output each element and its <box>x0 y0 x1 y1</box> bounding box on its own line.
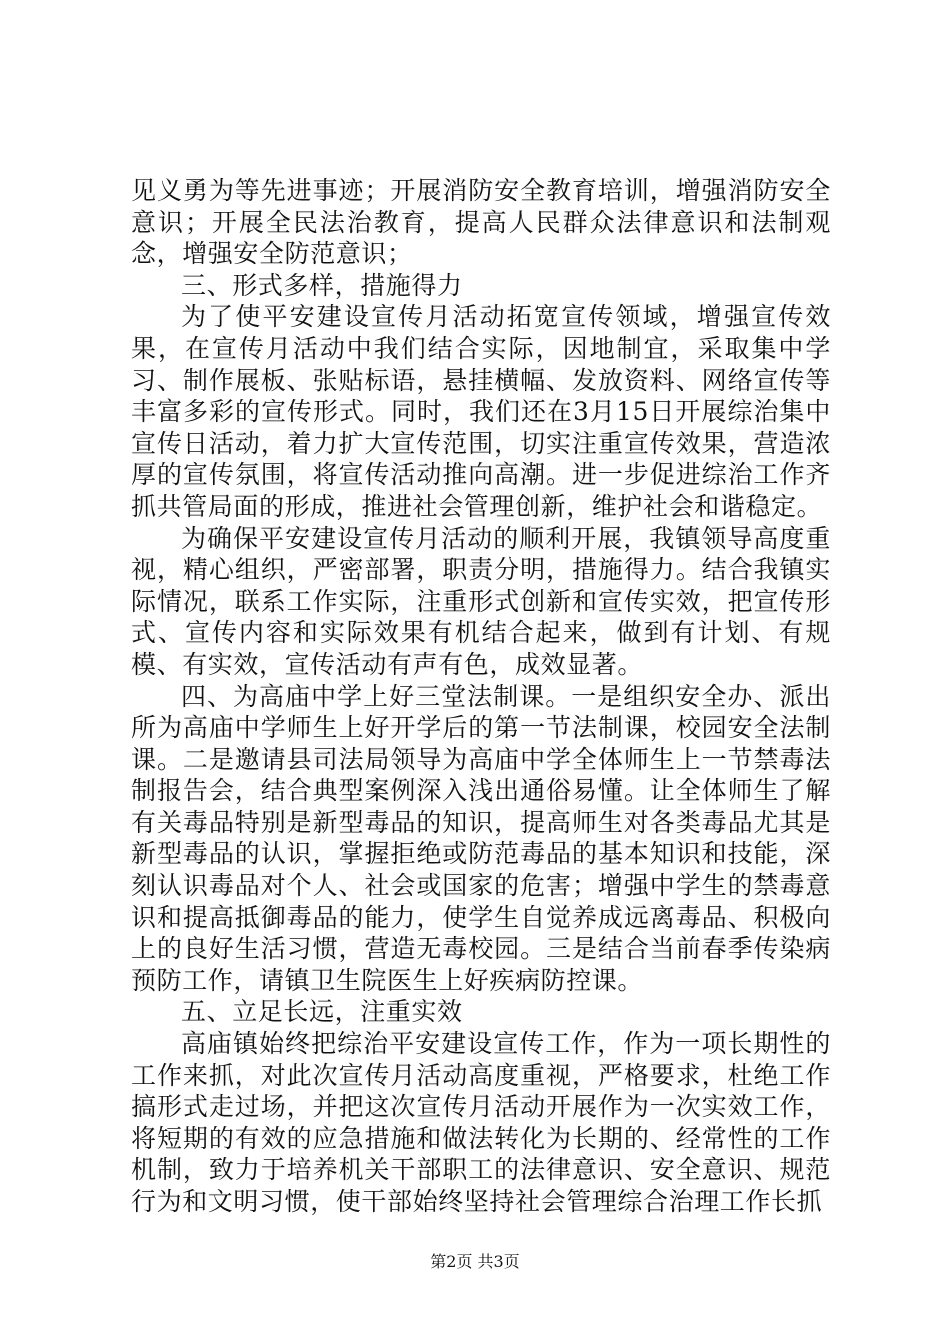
section-heading-4-paragraph: 四、为高庙中学上好三堂法制课。一是组织安全办、派出所为高庙中学师生上好开学后的第一节法制课，校园安全法制课。二是邀请县司法局领导为高庙中学全体师生上一节禁毒法制报告会，结合典型案例深入浅出通俗易懂。让全体师生了解有关毒品特别是新型毒品的知识，提高师生对各类毒品尤其是新型毒品的认识，掌握拒绝或防范毒品的基本知识和技能，深刻认识毒品对个人、社会或国家的危害；增强中学生的禁毒意识和提高抵御毒品的能力，使学生自觉养成远离毒品、积极向上的良好生活习惯，营造无毒校园。三是结合当前春季传染病预防工作，请镇卫生院医生上好疾病防控课。 <box>131 681 831 995</box>
paragraph-leadership: 为确保平安建设宣传月活动的顺利开展，我镇领导高度重视，精心组织，严密部署，职责分明，措施得力。结合我镇实际情况，联系工作实际，注重形式创新和宣传实效，把宣传形式、宣传内容和实际效果有机结合起来，做到有计划、有规模、有实效，宣传活动有声有色，成效显著。 <box>131 523 831 679</box>
section-heading-3: 三、形式多样，措施得力 <box>181 270 463 300</box>
document-body <box>131 175 831 1218</box>
paragraph-publicity-forms: 为了使平安建设宣传月活动拓宽宣传领域，增强宣传效果，在宣传月活动中我们结合实际，因地制宜，采取集中学习、制作展板、张贴标语，悬挂横幅、发放资料、网络宣传等丰富多彩的宣传形式。同时，我们还在3月15日开展综治集中宣传日活动，着力扩大宣传范围，切实注重宣传效果，营造浓厚的宣传氛围，将宣传活动推向高潮。进一步促进综治工作齐抓共管局面的形成，推进社会管理创新，维护社会和谐稳定。 <box>131 302 831 521</box>
paragraph-continuation: 见义勇为等先进事迹；开展消防安全教育培训，增强消防安全意识；开展全民法治教育，提高人民群众法律意识和法制观念，增强安全防范意识； <box>131 176 831 269</box>
section-heading-5: 五、立足长远，注重实效 <box>181 997 463 1027</box>
page-number-footer: 第2页 共3页 <box>430 1252 520 1271</box>
paragraph-long-term: 高庙镇始终把综治平安建设宣传工作，作为一项长期性的工作来抓，对此次宣传月活动高度重视，严格要求，杜绝工作搞形式走过场，并把这次宣传月活动开展作为一次实效工作，将短期的有效的应急措施和做法转化为长期的、经常性的工作机制，致力于培养机关干部职工的法律意识、安全意识、规范行为和文明习惯，使干部始终坚持社会管理综合治理工作长抓 <box>131 1029 831 1216</box>
